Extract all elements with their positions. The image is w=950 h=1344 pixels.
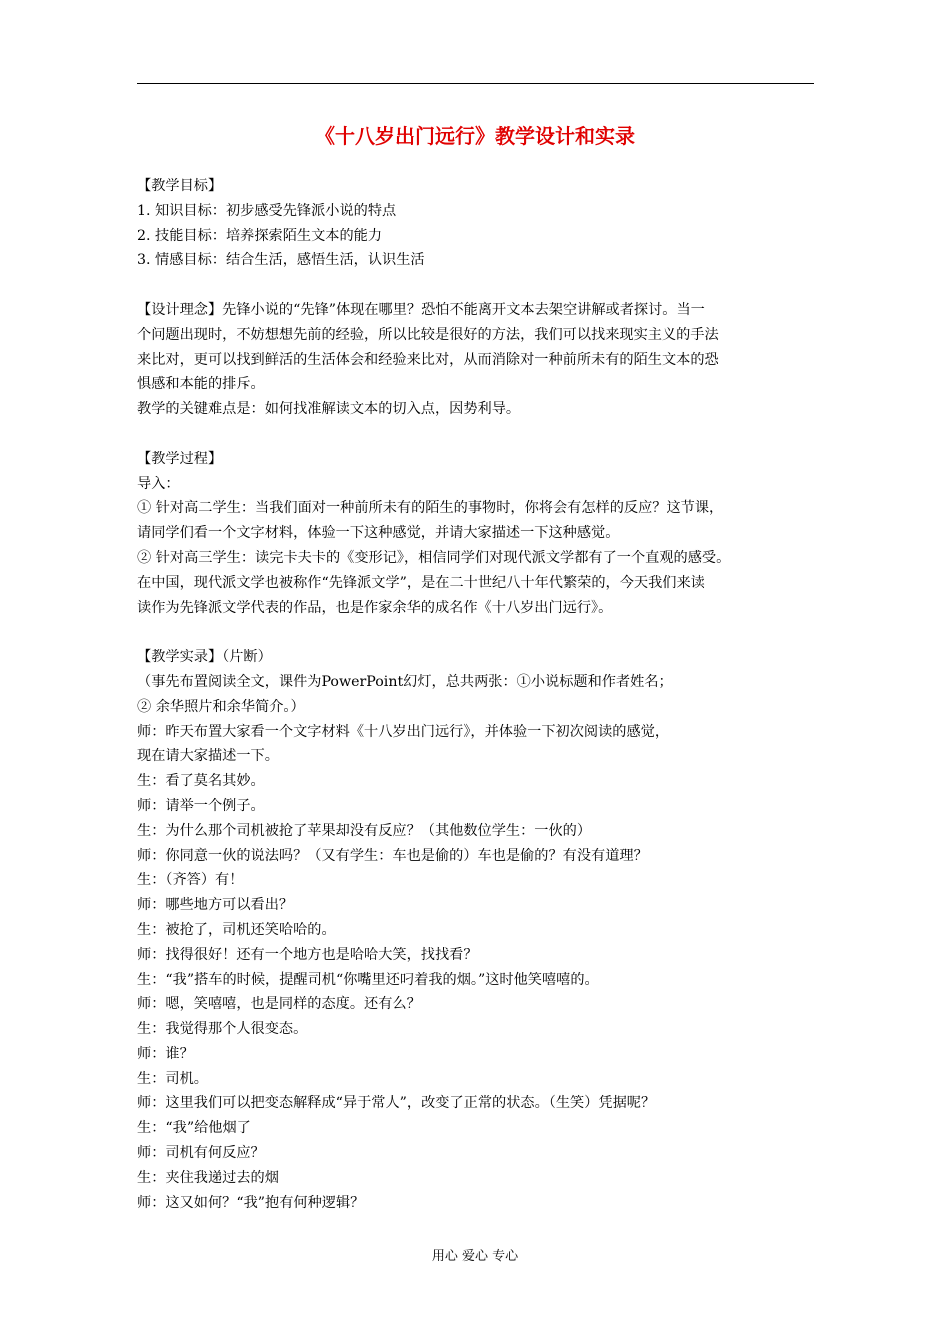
record-line: 师：昨天布置大家看一个文字材料《十八岁出门远行》，并体验一下初次阅读的感觉， xyxy=(137,723,670,740)
document-title: 《十八岁出门远行》教学设计和实录 xyxy=(315,124,635,148)
process-line: ② 针对高三学生：读完卡夫卡的《变形记》，相信同学们对现代派文学都有了一个直观的感受。 xyxy=(137,549,731,566)
header-rule xyxy=(137,83,814,84)
concept-line: 惧感和本能的排斥。 xyxy=(137,376,265,393)
objective-item: 3. 情感目标：结合生活，感悟生活，认识生活 xyxy=(137,252,425,269)
paragraph-gap xyxy=(137,620,817,645)
record-heading: 【教学实录】（片断） xyxy=(137,649,272,666)
objectives-heading: 【教学目标】 xyxy=(137,178,223,194)
record-line: ② 余华照片和余华简介。） xyxy=(137,698,305,715)
record-line: 生：被抢了，司机还笑哈哈的。 xyxy=(137,921,336,938)
paragraph-gap xyxy=(137,422,817,447)
record-line: 师：嗯，笑嘻嘻，也是同样的态度。还有么？ xyxy=(137,996,421,1013)
paragraph-gap xyxy=(137,273,817,298)
record-line: 师：你同意一伙的说法吗？（又有学生：车也是偷的）车也是偷的？有没有道理？ xyxy=(137,847,648,864)
process-line: 请同学们看一个文字材料，体验一下这种感觉，并请大家描述一下这种感觉。 xyxy=(137,525,620,542)
record-line: 生：我觉得那个人很变态。 xyxy=(137,1021,308,1038)
record-line: 师：谁？ xyxy=(137,1045,194,1062)
record-line: 生：为什么那个司机被抢了苹果却没有反应？（其他数位学生：一伙的） xyxy=(137,822,592,839)
concept-line: 个问题出现时，不妨想想先前的经验，所以比较是很好的方法，我们可以找来现实主义的手法 xyxy=(137,326,719,343)
record-line: 生：看了莫名其妙。 xyxy=(137,773,265,790)
record-line: 生：司机。 xyxy=(137,1070,208,1087)
process-line: 导入： xyxy=(137,475,180,492)
record-line: 师：哪些地方可以看出？ xyxy=(137,897,294,914)
record-line: 师：找得很好！还有一个地方也是哈哈大笑，找找看？ xyxy=(137,946,478,963)
process-line: ① 针对高二学生：当我们面对一种前所未有的陌生的事物时，你将会有怎样的反应？这节课， xyxy=(137,500,724,517)
objective-item: 1. 知识目标：初步感受先锋派小说的特点 xyxy=(137,202,397,219)
record-line: 师：这又如何？“我”抱有何种逻辑？ xyxy=(137,1194,365,1211)
concept-line: 【设计理念】先锋小说的“先锋”体现在哪里？恐怕不能离开文本去架空讲解或者探讨。当一 xyxy=(137,301,705,318)
record-line: 生：“我”搭车的时候，提醒司机“你嘴里还叼着我的烟。”这时他笑嘻嘻的。 xyxy=(137,971,599,988)
process-line: 在中国，现代派文学也被称作“先锋派文学”，是在二十世纪八十年代繁荣的，今天我们来读 xyxy=(137,574,705,591)
concept-line: 来比对，更可以找到鲜活的生活体会和经验来比对，从而消除对一种前所未有的陌生文本的恐 xyxy=(137,351,719,368)
process-line: 读作为先锋派文学代表的作品，也是作家余华的成名作《十八岁出门远行》。 xyxy=(137,599,613,616)
page-footer: 用心 爱心 专心 xyxy=(431,1249,519,1264)
record-line: 师：这里我们可以把变态解释成“异于常人”，改变了正常的状态。（生笑）凭据呢？ xyxy=(137,1095,656,1112)
record-line: 师：司机有何反应？ xyxy=(137,1145,265,1162)
record-line: 生：“我”给他烟了 xyxy=(137,1120,251,1137)
objective-item: 2. 技能目标：培养探索陌生文本的能力 xyxy=(137,227,383,244)
concept-line: 教学的关键难点是：如何找准解读文本的切入点，因势利导。 xyxy=(137,401,521,418)
record-line: 师：请举一个例子。 xyxy=(137,797,265,814)
record-line: 现在请大家描述一下。 xyxy=(137,748,279,765)
record-line: 生：夹住我递过去的烟 xyxy=(137,1169,279,1186)
document-body xyxy=(137,174,817,1215)
process-heading: 【教学过程】 xyxy=(137,450,223,467)
record-line: （事先布置阅读全文，课件为PowerPoint幻灯，总共两张：①小说标题和作者姓名； xyxy=(137,673,673,690)
record-line: 生：（齐答）有！ xyxy=(137,872,244,889)
